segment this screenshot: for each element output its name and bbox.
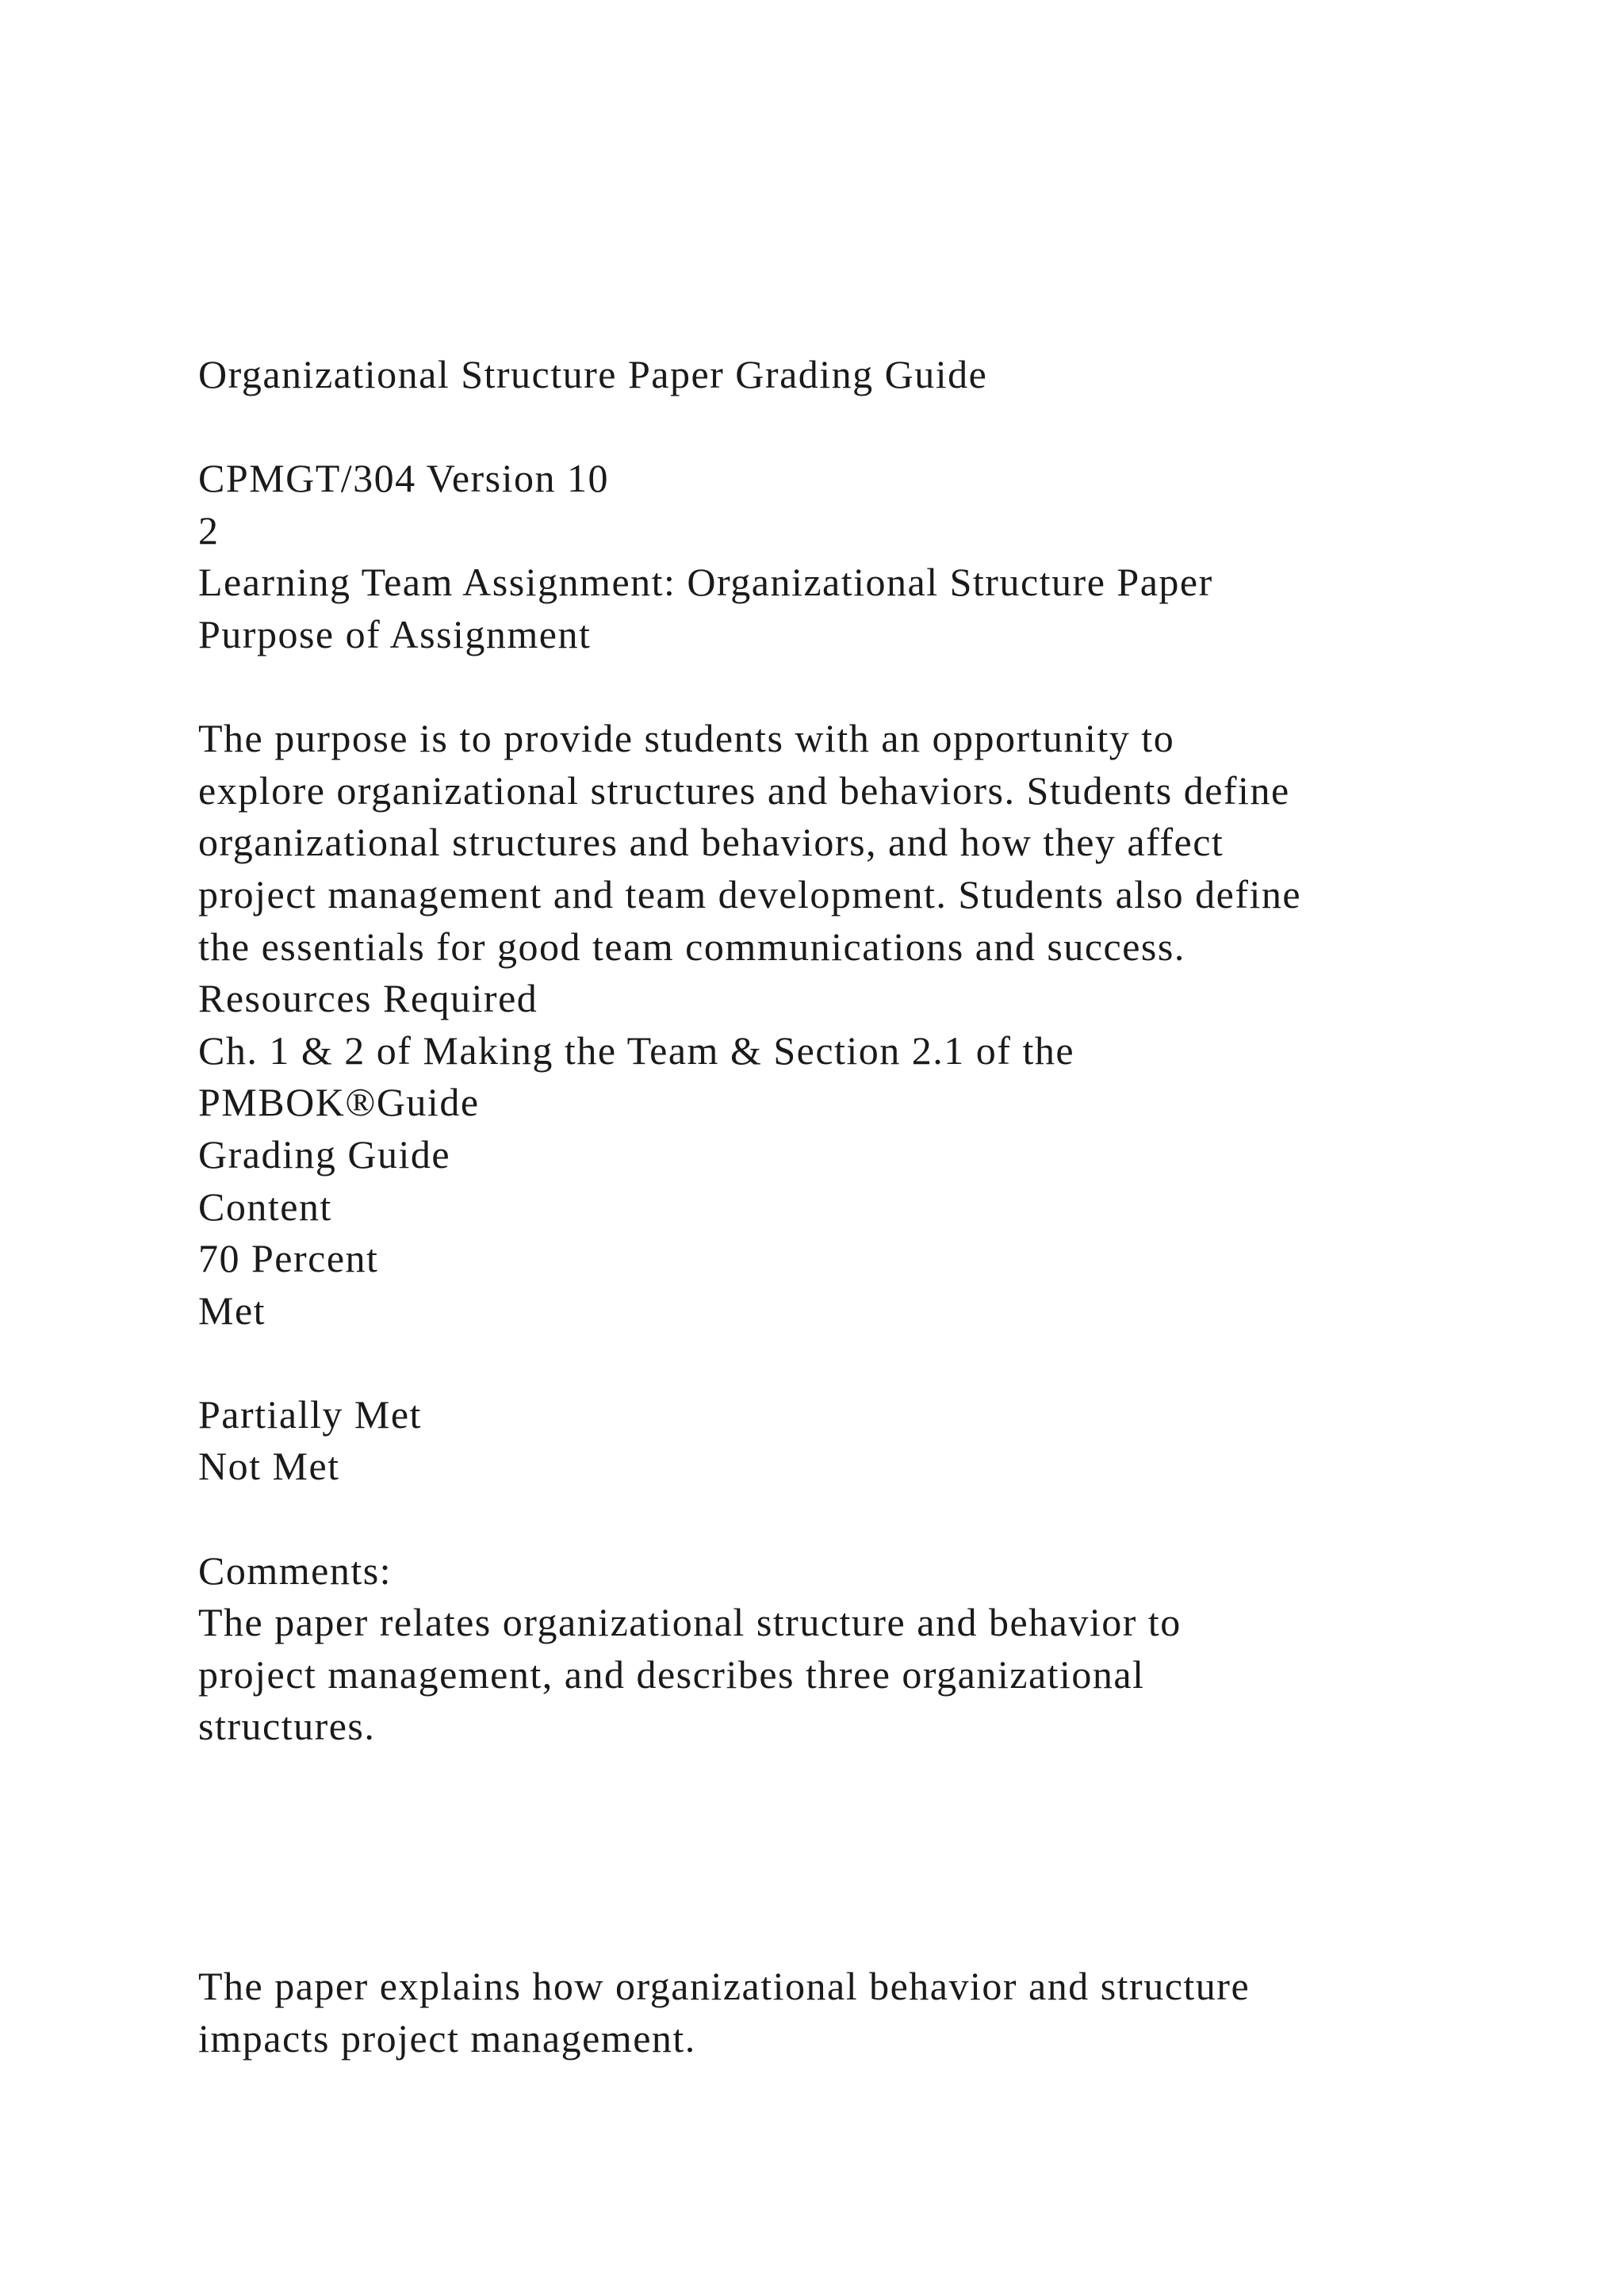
- criterion-text-line: impacts project management.: [198, 2016, 696, 2061]
- partially-met-label: Partially Met: [198, 1391, 422, 1437]
- not-met-label: Not Met: [198, 1444, 340, 1489]
- spacer: [198, 1337, 1483, 1389]
- spacer: [198, 1493, 1483, 1545]
- resources-text-line: PMBOK®Guide: [198, 1080, 480, 1125]
- met-label: Met: [198, 1288, 266, 1333]
- comments-label: Comments:: [198, 1548, 393, 1593]
- criterion-text-line: structures.: [198, 1704, 376, 1749]
- document-title: Organizational Structure Paper Grading Guide: [198, 352, 988, 396]
- purpose-text-line: project management and team development. Students also define: [198, 871, 1302, 916]
- criterion-text-line: The paper explains how organizational behavior and structure: [198, 1964, 1251, 2009]
- spacer: [198, 1753, 1483, 1961]
- grading-heading: Grading Guide: [198, 1131, 451, 1177]
- spacer: [198, 401, 1483, 453]
- page-number: 2: [198, 507, 220, 553]
- purpose-text-line: explore organizational structures and behaviors. Students define: [198, 767, 1290, 813]
- criterion-text-line: The paper relates organizational structure and behavior to: [198, 1600, 1182, 1645]
- purpose-text-line: the essentials for good team communications and success.: [198, 924, 1185, 969]
- resources-text-line: Ch. 1 & 2 of Making the Team & Section 2.1 of the: [198, 1027, 1075, 1073]
- spacer: [198, 661, 1483, 714]
- content-weight: 70 Percent: [198, 1236, 379, 1281]
- content-label: Content: [198, 1184, 332, 1229]
- criterion-text-line: project management, and describes three organizational: [198, 1651, 1145, 1697]
- purpose-heading: Purpose of Assignment: [198, 611, 592, 656]
- document-body: [198, 349, 1483, 2065]
- purpose-text-line: The purpose is to provide students with an opportunity to: [198, 716, 1175, 761]
- course-code: CPMGT/304 Version 10: [198, 456, 610, 501]
- assignment-title: Learning Team Assignment: Organizational Structure Paper: [198, 560, 1213, 605]
- resources-heading: Resources Required: [198, 976, 538, 1021]
- purpose-text-line: organizational structures and behaviors, and how they affect: [198, 820, 1224, 865]
